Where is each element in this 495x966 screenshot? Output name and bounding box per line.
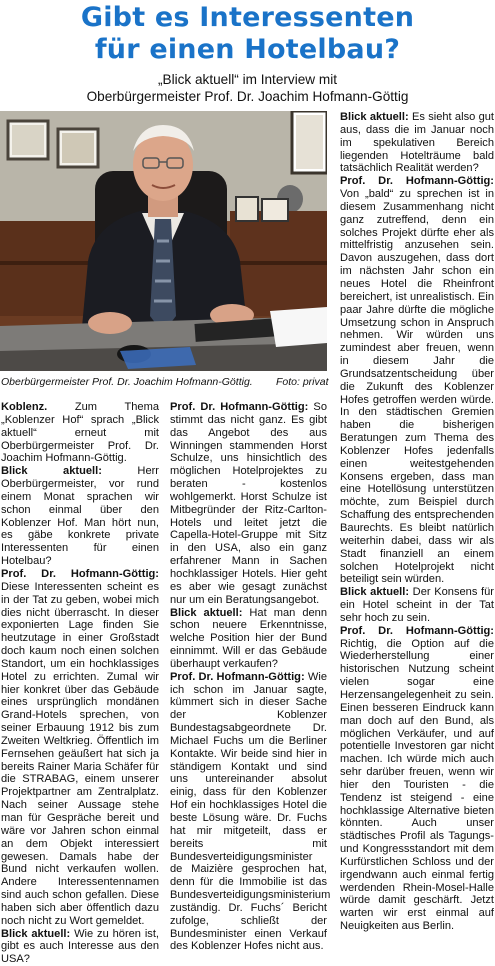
text-column-2 — [170, 401, 331, 953]
paragraph-speaker: Prof. Dr. Hofmann-Göttig: — [170, 401, 309, 413]
paragraph-text: Herr Oberbürgermeister, vor rund einem Monat sprachen wir schon einmal über den Koblenzer Hof. Man hört nun, es gäbe konkrete private Interessenten für einen Hotelbau? — [1, 465, 159, 568]
mayor-photo-illustration — [0, 111, 327, 371]
interview-paragraph — [340, 111, 494, 175]
photo-credit: Foto: privat — [276, 376, 329, 388]
paragraph-text: Hat man denn schon neuere Erkenntnisse, welche Position hier der Bund einnimmt. Will er das Gebäude überhaupt verkaufen? — [170, 606, 327, 670]
interview-paragraph — [170, 607, 327, 671]
title-line-1: Gibt es Interessenten — [80, 2, 415, 33]
paragraph-speaker: Blick aktuell: — [340, 586, 410, 599]
paragraph-speaker: Koblenz. — [1, 401, 48, 413]
interview-paragraph — [170, 670, 331, 954]
interview-paragraph — [1, 465, 159, 568]
paragraph-text: Zum Thema „Koblenzer Hof“ sprach „Blick aktuell“ erneut mit Oberbürgermeister Prof. Dr. Joachim Hofmann-Göttig. — [1, 401, 159, 465]
paragraph-speaker: Prof. Dr. Hofmann-Göttig: — [340, 175, 494, 188]
article-title — [0, 2, 495, 66]
paragraph-speaker: Blick aktuell: — [1, 927, 71, 940]
paragraph-text: Es sieht also gut aus, dass die im Januar noch im spekulativen Bereich liegenden Hotelträume bald tatsächlich Realität werden? — [340, 111, 495, 175]
paragraph-speaker: Prof. Dr. Hofmann-Göttig: — [340, 624, 494, 637]
photo-caption: Oberbürgermeister Prof. Dr. Joachim Hofmann-Göttig. — [1, 376, 253, 388]
paragraph-speaker: Prof. Dr. Hofmann-Göttig: — [170, 670, 305, 683]
paragraph-text: Richtig, die Option auf die Wiederherstellung einer historischen Nutzung scheint vielen sogar eine Herzensangelegenheit zu sein. Einen besseren Eindruck kann man doch auf den Bund, als möglichen Verkäufer, und auf potentielle Investoren gar nicht machen. Ich würde mich auch sehr darüber freuen, wenn wir hier den Touristen - die Tendenz ist steigend - eine hochklassige Alternative bieten könnten. Auch unser städtisches Profil als Tagungs- und Kongressstandort mit dem Kurfürstlichen Schloss und der irgendwann auch einmal fertig werdenden Rhein-Mosel-Halle würde damit geschärft. Jetzt warten wir erst einmal auf Neuigkeiten aus Berlin. — [340, 637, 494, 933]
interview-paragraph — [170, 401, 327, 607]
paragraph-text: Diese Interessenten scheint es in der Tat zu geben, wobei mich dies nicht überrascht. In dieser exponierten Lage finden Sie heutzutage in einer Großstadt doch kaum noch einen solchen Standort, um ein hochklassiges Hotel zu errichten. Zumal wir hier konkret über das Gebäude eines ursprünglich mondänen Grand-Hotels sprechen, von seiner Erbauung 1912 bis zum Zweiten Weltkrieg. Öffentlich im Fernsehen geäußert hat sich ja bereits Rainer Maria Schäfer für die STRABAG, einem unserer Projektpartner am Zentralplatz. Nach seiner Aussage stehe man für Gespräche bereit und wäre vor Jahren schon einmal an dem Objekt interessiert gewesen. Damals habe der Bund nicht verkaufen wollen. Andere Interessentennamen sind auch schon gefallen. Diese haben sich aber öffentlich dazu noch nicht zu Wort gemeldet. — [1, 580, 159, 927]
paragraph-text: Wie zu hören ist, gibt es auch Interesse aus den USA? — [1, 927, 160, 966]
paragraph-text: Von „bald“ zu sprechen ist in diesem Zusammenhang nicht ganz zutreffend, denn ein solches Projekt dürfte eher als mittelfristig anzusehen sein. Davon auszugehen, dass dort im nächsten Jahr schon ein neues Hotel die Rheinfront bereichert, ist unrealistisch. Ein paar Jahre dürfte die mögliche Umsetzung schon in Anspruch nehmen. Wir würden uns zumindest aber freuen, wenn in diesem Jahr die Grundsatzentscheidung über die Zukunft des Koblenzer Hofes getroffen werden würde. In den städtischen Gremien haben die bisherigen Beratungen zum Thema des Koblenzer Hofes jedenfalls einen weitestgehenden Konsens ergeben, dass man eine Hotellösung unterstützen möchte, zum Beispiel durch Schaffung des entsprechenden Baurechts. Es bleibt natürlich weiterhin dabei, dass wir als Stadt finanziell an einem solchen Hotelprojekt nicht beteiligt sein würden. — [340, 188, 494, 586]
article-subtitle — [0, 71, 495, 105]
title-line-2: für einen Hotelbau? — [94, 34, 401, 65]
subtitle-line-1: „Blick aktuell“ im Interview mit — [157, 72, 337, 87]
mayor-photo — [0, 111, 327, 371]
paragraph-speaker: Blick aktuell: — [1, 465, 102, 478]
paragraph-speaker: Prof. Dr. Hofmann-Göttig: — [1, 567, 159, 580]
interview-paragraph — [1, 928, 159, 966]
text-column-3 — [340, 111, 494, 933]
interview-paragraph — [1, 568, 159, 928]
paragraph-speaker: Blick aktuell: — [340, 111, 409, 123]
paragraph-text: Wie ich schon im Januar sagte, kümmert sich in dieser Sache der Koblenzer Bundestagsabgeordnete Dr. Michael Fuchs um die Berliner Kontakte. Wir beide sind hier in ständigem Kontakt und sind uns untereinander absolut einig, dass für den Koblenzer Hof ein hochklassiges Hotel die beste Lösung wäre. Dr. Fuchs hat mir mitgeteilt, dass er bereits mit Bundesverteidigungsminister de Maizière gesprochen hat, denn für die Immobilie ist das Bundesverteidigungsministerium zuständig. Dr. Fuchs´ Bericht zufolge, schließt der Bundesminister einen Verkauf des Koblenzer Hofes nicht aus. — [170, 670, 331, 953]
interview-paragraph — [340, 625, 494, 933]
paragraph-text: Der Konsens für ein Hotel scheint in der Tat sehr hoch zu sein. — [340, 586, 494, 624]
subtitle-line-2: Oberbürgermeister Prof. Dr. Joachim Hofmann-Göttig — [86, 89, 409, 104]
paragraph-speaker: Blick aktuell: — [170, 606, 243, 619]
interview-paragraph — [1, 401, 159, 465]
interview-paragraph — [340, 175, 494, 586]
interview-paragraph — [340, 586, 494, 625]
text-column-1 — [1, 401, 159, 966]
paragraph-text: So stimmt das nicht ganz. Es gibt das Angebot des aus Winningen stammenden Horst Schulze, uns hinsichtlich des möglichen Hotelprojektes zu beraten - kostenlos wohlgemerkt. Horst Schulze ist Mitbegründer der Ritz-Carlton-Hotels und leitet jetzt die Capella-Hotel-Gruppe mit Sitz in den USA, also ein ganz erfahrener Mann in Sachen hochklassiger Hotels. Hier geht es aber wie gesagt zunächst nur um ein Beratungsangebot. — [170, 401, 327, 606]
